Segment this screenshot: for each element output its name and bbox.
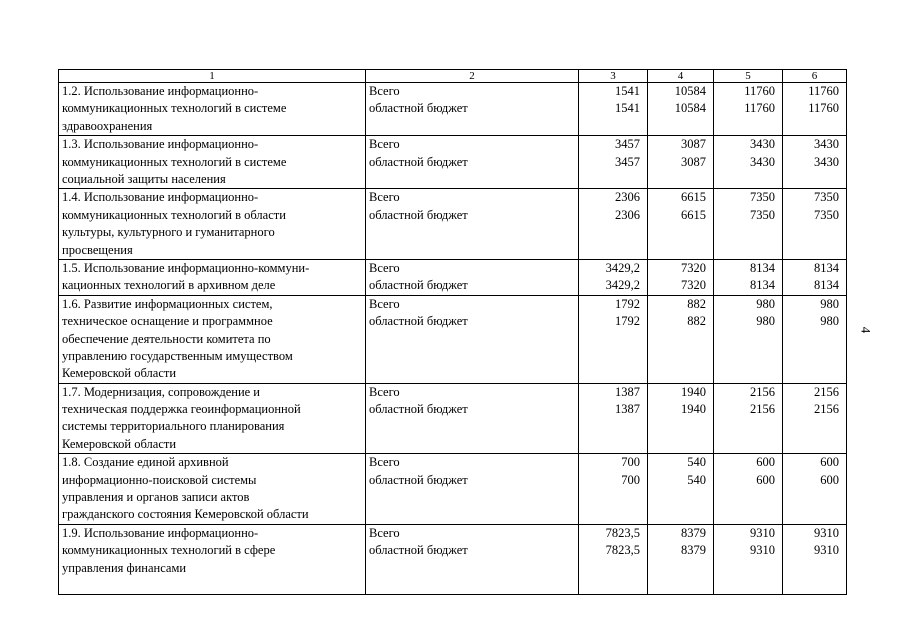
funding-total-label: Всего bbox=[366, 259, 579, 277]
program-item-name bbox=[59, 136, 366, 189]
column-number-header: 1 bbox=[59, 70, 366, 83]
program-item-line bbox=[62, 577, 362, 594]
program-item-line: коммуникационных технологий в области bbox=[62, 207, 286, 222]
column-number-header: 6 bbox=[783, 70, 847, 83]
total-value-cell: 10584 bbox=[648, 83, 714, 101]
table-row bbox=[59, 295, 847, 313]
column-number-header: 3 bbox=[579, 70, 648, 83]
total-value-cell: 11760 bbox=[783, 83, 847, 101]
budget-value-cell: 8379 bbox=[648, 542, 714, 595]
budget-value-cell: 9310 bbox=[714, 542, 783, 595]
budget-value-cell: 8134 bbox=[714, 277, 783, 295]
funding-total-label: Всего bbox=[366, 83, 579, 101]
program-item-line: кационных технологий в архивном деле bbox=[62, 278, 276, 293]
program-item-line: информационно-поисковой системы bbox=[62, 472, 257, 487]
total-value-cell: 980 bbox=[714, 295, 783, 313]
budget-value-cell: 1792 bbox=[579, 313, 648, 383]
total-value-cell: 8134 bbox=[783, 259, 847, 277]
budget-value-cell: 2306 bbox=[579, 207, 648, 260]
total-value-cell: 1792 bbox=[579, 295, 648, 313]
total-value-cell: 882 bbox=[648, 295, 714, 313]
budget-value-cell: 600 bbox=[783, 472, 847, 525]
total-value-cell: 9310 bbox=[714, 524, 783, 542]
funding-budget-label: областной бюджет bbox=[366, 154, 579, 189]
budget-value-cell: 1940 bbox=[648, 401, 714, 454]
program-item-line: техническое оснащение и программное bbox=[62, 314, 273, 329]
program-item-line: управления и органов записи актов bbox=[62, 490, 250, 505]
program-item-name bbox=[59, 83, 366, 136]
total-value-cell: 3087 bbox=[648, 136, 714, 154]
funding-budget-label: областной бюджет bbox=[366, 207, 579, 260]
budget-value-cell: 3430 bbox=[714, 154, 783, 189]
budget-value-cell: 9310 bbox=[783, 542, 847, 595]
program-item-line: 1.5. Использование информационно-коммуни- bbox=[62, 260, 310, 275]
funding-budget-label: областной бюджет bbox=[366, 472, 579, 525]
total-value-cell: 7350 bbox=[714, 189, 783, 207]
total-value-cell: 980 bbox=[783, 295, 847, 313]
program-item-name bbox=[59, 383, 366, 454]
total-value-cell: 6615 bbox=[648, 189, 714, 207]
total-value-cell: 540 bbox=[648, 454, 714, 472]
total-value-cell: 8379 bbox=[648, 524, 714, 542]
table-row bbox=[59, 83, 847, 101]
budget-value-cell: 600 bbox=[714, 472, 783, 525]
total-value-cell: 7350 bbox=[783, 189, 847, 207]
funding-total-label: Всего bbox=[366, 454, 579, 472]
budget-value-cell: 7823,5 bbox=[579, 542, 648, 595]
funding-total-label: Всего bbox=[366, 189, 579, 207]
budget-value-cell: 3429,2 bbox=[579, 277, 648, 295]
budget-value-cell: 7320 bbox=[648, 277, 714, 295]
total-value-cell: 11760 bbox=[714, 83, 783, 101]
table-row bbox=[59, 189, 847, 207]
budget-value-cell: 7350 bbox=[783, 207, 847, 260]
program-item-line: коммуникационных технологий в системе bbox=[62, 154, 287, 169]
total-value-cell: 1541 bbox=[579, 83, 648, 101]
program-item-name bbox=[59, 189, 366, 260]
funding-total-label: Всего bbox=[366, 295, 579, 313]
total-value-cell: 1387 bbox=[579, 383, 648, 401]
program-item-line: 1.2. Использование информационно- bbox=[62, 84, 259, 98]
column-number-header: 4 bbox=[648, 70, 714, 83]
total-value-cell: 3429,2 bbox=[579, 259, 648, 277]
program-item-line: гражданского состояния Кемеровской области bbox=[62, 507, 309, 522]
funding-budget-label: областной бюджет bbox=[366, 313, 579, 383]
budget-value-cell: 980 bbox=[783, 313, 847, 383]
budget-value-cell: 3087 bbox=[648, 154, 714, 189]
funding-budget-label: областной бюджет bbox=[366, 542, 579, 595]
budget-value-cell: 3457 bbox=[579, 154, 648, 189]
program-item-name bbox=[59, 524, 366, 595]
total-value-cell: 1940 bbox=[648, 383, 714, 401]
funding-total-label: Всего bbox=[366, 383, 579, 401]
program-item-line: управления финансами bbox=[62, 560, 187, 575]
header-row bbox=[59, 70, 847, 83]
total-value-cell: 7320 bbox=[648, 259, 714, 277]
budget-table bbox=[58, 69, 847, 595]
program-item-line: 1.7. Модернизация, сопровождение и bbox=[62, 384, 260, 399]
total-value-cell: 2306 bbox=[579, 189, 648, 207]
budget-value-cell: 1541 bbox=[579, 100, 648, 135]
program-item-line: системы территориального планирования bbox=[62, 419, 285, 434]
budget-value-cell: 1387 bbox=[579, 401, 648, 454]
column-number-header: 2 bbox=[366, 70, 579, 83]
program-item-line: здравоохранения bbox=[62, 118, 153, 133]
page-number: 4 bbox=[858, 326, 874, 334]
total-value-cell: 8134 bbox=[714, 259, 783, 277]
program-item-line: 1.3. Использование информационно- bbox=[62, 137, 259, 152]
table-row bbox=[59, 136, 847, 154]
table-row bbox=[59, 383, 847, 401]
program-item-line: Кемеровской области bbox=[62, 436, 177, 451]
total-value-cell: 3457 bbox=[579, 136, 648, 154]
table-row bbox=[59, 454, 847, 472]
total-value-cell: 2156 bbox=[714, 383, 783, 401]
funding-total-label: Всего bbox=[366, 136, 579, 154]
program-item-line: обеспечение деятельности комитета по bbox=[62, 331, 271, 346]
program-item-line: просвещения bbox=[62, 242, 133, 257]
total-value-cell: 600 bbox=[714, 454, 783, 472]
funding-budget-label: областной бюджет bbox=[366, 100, 579, 135]
program-item-line: 1.6. Развитие информационных систем, bbox=[62, 296, 273, 311]
budget-value-cell: 8134 bbox=[783, 277, 847, 295]
program-item-line: управлению государственным имуществом bbox=[62, 348, 293, 363]
total-value-cell: 2156 bbox=[783, 383, 847, 401]
program-item-line: коммуникационных технологий в системе bbox=[62, 101, 287, 116]
program-item-line: 1.4. Использование информационно- bbox=[62, 190, 259, 205]
total-value-cell: 9310 bbox=[783, 524, 847, 542]
total-value-cell: 600 bbox=[783, 454, 847, 472]
total-value-cell: 3430 bbox=[783, 136, 847, 154]
budget-value-cell: 11760 bbox=[783, 100, 847, 135]
program-item-name bbox=[59, 259, 366, 295]
budget-value-cell: 10584 bbox=[648, 100, 714, 135]
program-item-line: социальной защиты населения bbox=[62, 171, 226, 186]
program-item-line: культуры, культурного и гуманитарного bbox=[62, 225, 275, 240]
program-item-line: коммуникационных технологий в сфере bbox=[62, 543, 276, 558]
budget-value-cell: 980 bbox=[714, 313, 783, 383]
budget-value-cell: 2156 bbox=[783, 401, 847, 454]
budget-value-cell: 6615 bbox=[648, 207, 714, 260]
program-item-line: 1.8. Создание единой архивной bbox=[62, 455, 229, 470]
program-item-line: техническая поддержка геоинформационной bbox=[62, 402, 301, 417]
table-row bbox=[59, 524, 847, 542]
program-item-line: Кемеровской области bbox=[62, 366, 177, 381]
funding-total-label: Всего bbox=[366, 524, 579, 542]
program-item-name bbox=[59, 295, 366, 383]
budget-value-cell: 2156 bbox=[714, 401, 783, 454]
total-value-cell: 7823,5 bbox=[579, 524, 648, 542]
funding-budget-label: областной бюджет bbox=[366, 401, 579, 454]
budget-value-cell: 540 bbox=[648, 472, 714, 525]
total-value-cell: 700 bbox=[579, 454, 648, 472]
table-row bbox=[59, 259, 847, 277]
total-value-cell: 3430 bbox=[714, 136, 783, 154]
program-item-line: 1.9. Использование информационно- bbox=[62, 525, 259, 540]
funding-budget-label: областной бюджет bbox=[366, 277, 579, 295]
column-number-header: 5 bbox=[714, 70, 783, 83]
budget-value-cell: 882 bbox=[648, 313, 714, 383]
budget-value-cell: 7350 bbox=[714, 207, 783, 260]
program-item-name bbox=[59, 454, 366, 525]
budget-value-cell: 3430 bbox=[783, 154, 847, 189]
budget-value-cell: 11760 bbox=[714, 100, 783, 135]
budget-value-cell: 700 bbox=[579, 472, 648, 525]
